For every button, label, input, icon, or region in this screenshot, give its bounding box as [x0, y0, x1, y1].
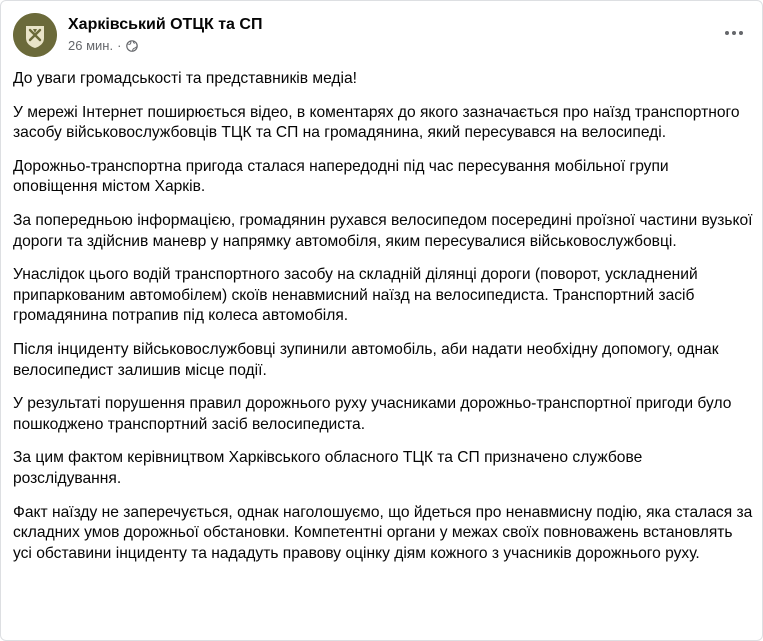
post-time-row — [68, 38, 262, 54]
globe-icon[interactable] — [126, 40, 138, 52]
post-paragraph: Факт наїзду не заперечується, однак наголошуємо, що йдеться про ненавмисну подію, яка сталася за складних умов дорожньої обстановки. Компетентні органи у межах своїх повноважень встановлять усі обставини інциденту та нададуть правову оцінку діям кожного з учасників дорожнього руху. — [13, 503, 753, 562]
post-paragraph: За цим фактом керівництвом Харківського обласного ТЦК та СП призначено службове розслідування. — [13, 449, 643, 487]
post-paragraph: Дорожньо-транспортна пригода сталася напередодні під час пересування мобільної групи оповіщення містом Харків. — [13, 157, 669, 196]
post-paragraph: Унаслідок цього водій транспортного засобу на складній ділянці дороги (поворот, ускладнений припаркованим автомобілем) скоїв ненавмисний наїзд на велосипедиста. Транспортний засіб громадянина потрапив під колеса автомобіля. — [13, 266, 698, 325]
more-options-button[interactable] — [716, 15, 752, 51]
post-paragraph: За попередньою інформацією, громадянин рухався велосипедом посередині проїзної частини вузької дороги та здійснив маневр у напрямку автомобіля, яким пересувалися військовослужбовці. — [13, 211, 753, 250]
page-avatar[interactable] — [13, 13, 57, 57]
post-text — [13, 69, 753, 577]
separator-dot: · — [117, 38, 122, 53]
post-header — [13, 13, 752, 57]
post-paragraph: До уваги громадськості та представників медіа! — [13, 70, 357, 87]
emblem-icon — [13, 13, 57, 57]
post-timestamp[interactable]: 26 мин. — [68, 38, 114, 53]
post-paragraph: Після інциденту військовослужбовці зупинили автомобіль, аби надати необхідну допомогу, однак велосипедист залишив місце події. — [13, 340, 719, 379]
more-options-icon — [725, 31, 743, 35]
post-paragraph: У результаті порушення правил дорожнього руху учасниками дорожньо-транспортної пригоди було пошкоджено транспортний засіб велосипедиста. — [13, 395, 732, 433]
page-name-link[interactable]: Харківський ОТЦК та СП — [68, 16, 263, 33]
post-paragraph: У мережі Інтернет поширюється відео, в коментарях до якого зазначається про наїзд транспортного засобу військовослужбовців ТЦК та СП на громадянина, який пересувався на велосипеді. — [13, 103, 740, 142]
post-meta — [68, 15, 262, 54]
